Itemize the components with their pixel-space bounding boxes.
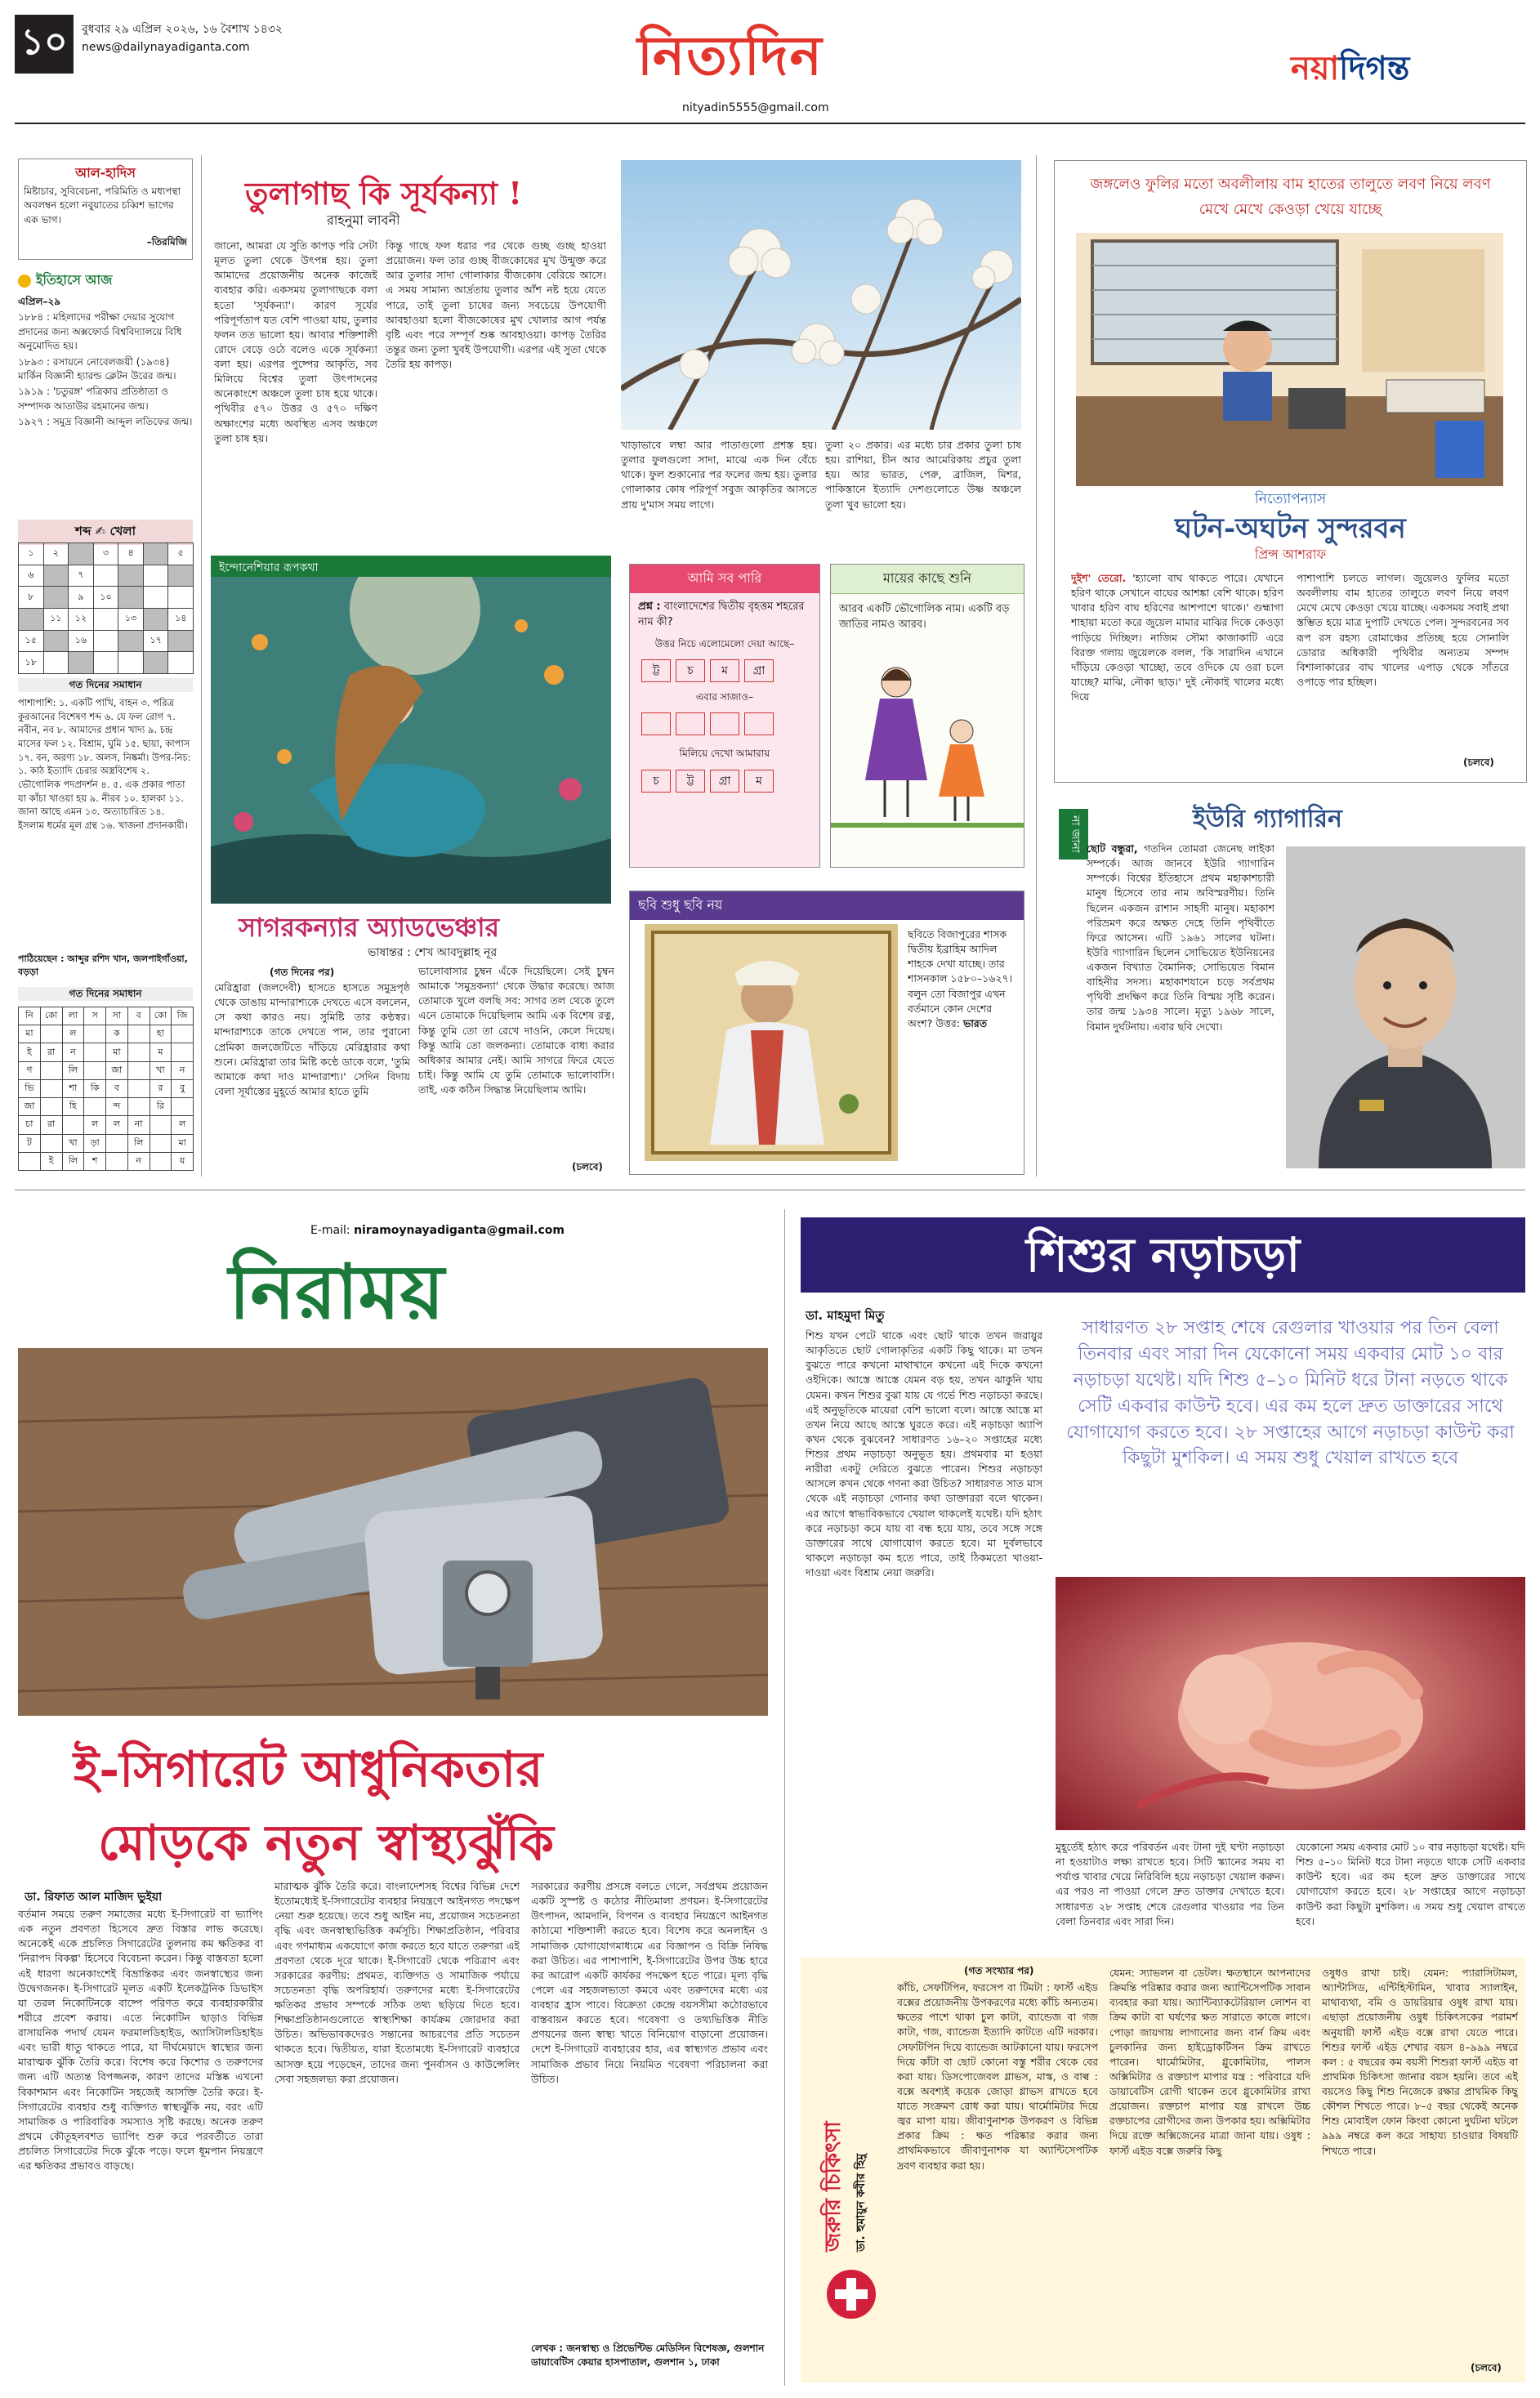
solution-cell xyxy=(106,1135,128,1153)
niramoy-author-note: লেখক : জনস্বাস্থ্য ও প্রিভেন্টিভ মেডিসিন বিশেষজ্ঞ, গুলশান ডায়াবেটিস কেয়ার হাসপাতাল, গুলশান ১, ঢাকা xyxy=(531,2342,765,2369)
crossword-cell[interactable]: ৮ xyxy=(19,587,44,609)
solution-cell: খা xyxy=(63,1135,85,1153)
crossword-cell[interactable]: ৪ xyxy=(118,543,144,565)
solution-cell: য় xyxy=(172,1153,194,1171)
picture-question: ছবিতে বিজাপুরের শাসক দ্বিতীয় ইব্রাহিম আদিল শাহকে দেখা যাচ্ছে। তার শাসনকাল ১৫৮০–১৬২৭। বলুন তো বিজাপুর এখন বর্তমানে কোন দেশের অংশ? উত্তর: xyxy=(908,928,1013,1029)
mermaid-col1: মেরিহ্রারা (জলদেবী) হাসতে হাসতে সমুদ্রপৃষ্ঠ থেকে ডাঙায় মান্দারাশ্যকে দেখতে এসে বললেন, সে কথা কারও নয়। সুমিষ্টি তার কণ্ঠস্বর। মান্দারাশ্যকে তাকে দেখতে পান, তার পুরানো প্রেমিকা জলজেটিতে দাঁড়িয়ে মেরিহ্রারার কথা শুনে। মেরিহ্রারা তার মিষ্টি কণ্ঠে ডাকে বলে, 'তুমি আমাকে কথা দাও মান্দারাশ্য।' সেদিন বিদায় বেলা সূর্যাস্তের মুহূর্তে আমার হাতে তুমি xyxy=(214,981,410,1097)
cotton-col3: খাড়াভাবে লম্বা আর পাতাগুলো প্রশস্ত হয়। তুলার ফুলগুলো সাদা, মাঝে এক দিন বেঁচে থাকে। ফুল শুকানোর পর ফলের জন্ম হয়। তুলার গোলাকার কোষ পরিপূর্ণ সবুজ আকৃতির আসতে প্রায় দু'মাস সময় লাগে। xyxy=(621,439,817,511)
ask-mother-text: আরব একটি ভৌগোলিক নাম। একটি বড় জাতির নামও আরব। xyxy=(839,603,1010,631)
solution-cell: হা xyxy=(150,1025,172,1043)
cotton-author: রাহনুমা লাবনী xyxy=(327,212,400,228)
baby-band: শিশুর নড়াচড়া xyxy=(801,1217,1525,1293)
medical-cross-icon xyxy=(825,2268,877,2320)
crossword-cell xyxy=(144,609,169,631)
novel-continued: (চলবে) xyxy=(1463,757,1494,768)
solution-grid xyxy=(18,1007,194,1171)
solution-cell: মা xyxy=(19,1025,41,1043)
firstaid-prev: (গত সংখ্যার পর) xyxy=(964,1965,1034,1976)
novel-col1 xyxy=(1071,571,1283,774)
cotton-title: তুলাগাছ কি সূর্যকন্যা ! xyxy=(245,175,522,212)
mermaid-icon xyxy=(211,577,611,904)
crossword-cell xyxy=(44,631,69,653)
crossword-cell xyxy=(118,565,144,587)
solution-cell: কো xyxy=(41,1007,63,1025)
baby-body2: মুহূর্তেই হঠাৎ করে পরিবর্তন এবং টানা দুই ঘণ্টা নড়াচড়া না হওয়াটাও লক্ষ্য রাখতে হবে। সিটি স্ক্যানের সময় বা পর্যাপ্ত খাবার খেয়ে নিরিবিলি হয়ে নড়াচড়া খেয়াল করুন। এর পরও না পাওয়া গেলে দ্রুত ডাক্তার দেখাতে হবে। সাধারণত ২৮ সপ্তাহ শেষে রেগুলার খাওয়ার পর তিন বেলা তিনবার এবং সারা দিন। xyxy=(1056,1841,1284,1927)
solution-cell: গ xyxy=(19,1062,41,1080)
solution-cell: হি xyxy=(63,1098,85,1116)
niramoy-col2: মারাত্মক ঝুঁকি তৈরি করে। বাংলাদেশসহ বিশ্বের বিভিন্ন দেশে ইতোমধ্যেই ই-সিগারেটের ব্যবহার নিয়ন্ত্রণে আইনগত পদক্ষেপ নেয়া শুরু হয়েছে। তবে শুধু আইন নয়, প্রয়োজন সচেতনতা বৃদ্ধি এবং জনস্বাস্থ্যভিত্তিক কর্মসূচি। শিক্ষাপ্রতিষ্ঠান, পরিবার এবং গণমাধ্যম একযোগে কাজ করতে হবে যাতে তরুণরা এই প্রবণতা থেকে দূরে থাকে। ই-সিগারেট থেকে পরিত্রাণ এবং সরকারের করণীয়: প্রথমত, ব্যক্তিগত ও সামাজিক পর্যায়ে সচেতনতা বৃদ্ধি অপরিহার্য। তরুণদের মধ্যে ই-সিগারেটের ক্ষতিকর প্রভাব সম্পর্কে সঠিক তথ্য ছড়িয়ে দিতে হবে। শিক্ষাপ্রতিষ্ঠানগুলোতে স্বাস্থ্যশিক্ষা কার্যক্রম জোরদার করা উচিত। অভিভাবকদেরও সন্তানের আচরণের প্রতি সচেতন থাকতে হবে। দ্বিতীয়ত, যারা ইতোমধ্যে ই-সিগারেট ব্যবহারে আসক্ত হয়ে পড়েছেন, তাদের জন্য পুনর্বাসন ও কাউন্সেলিং সেবা সহজলভ্য করা প্রয়োজন। xyxy=(275,1880,520,2085)
crossword-cell[interactable]: ২ xyxy=(44,543,69,565)
solution-cell: শা xyxy=(63,1080,85,1098)
solution-cell: রা xyxy=(41,1043,63,1061)
cotton-col2: কিন্তু গাছে ফল ধরার পর থেকে গুচ্ছ গুচ্ছ হাওয়া প্রয়োজন। ফল তার গুচ্ছ বীজকোষের মুখ উন্মুক্ত করে আর তুলার সাদা গোলাকার বীজকোষ বেরিয়ে আসে। এ সময় সামান্য আর্দ্রতায় তুলার আঁশ নষ্ট হয়ে যেতে পারে, তাই তুলা চাষের জন্য সবচেয়ে উপযোগী আবহাওয়া হলো বীজকোষের মুখ খোলার আগ পর্যন্ত বৃষ্টি এবং পরে সম্পূর্ণ শুষ্ক আবহাওয়া। কাপড় তৈরির তন্তুর জন্য তুলা খুবই উপযোগী। এরপর এই সুতা থেকে তৈরি হয় কাপড়। xyxy=(386,239,606,370)
quiz-answer-letter: গ্রা xyxy=(710,770,739,793)
astronaut-portrait-icon xyxy=(1286,846,1525,1168)
gagarin-greeting: ছোট বন্ধুরা, xyxy=(1087,842,1138,855)
hadith-title: আল-হাদিস xyxy=(75,165,136,181)
solution-cell: ড়া xyxy=(84,1135,106,1153)
gagarin-text xyxy=(1087,842,1274,1168)
crossword-cell[interactable] xyxy=(168,587,194,609)
solution-cell xyxy=(150,1116,172,1134)
crossword-cell xyxy=(69,652,94,674)
picture-header: ছবি শুধু ছবি নয় xyxy=(630,891,1024,920)
baby-body: শিশু যখন পেটে থাকে এবং ছোট থাকে তখন জরায়ুর আকৃতিতে ছোট গোলাকৃতির একটি কিছু থাকে। মা তখন বুঝতে পারে কখনো মাথাখানে কখনো এই দিকে কখনো ওইদিকে। আস্তে আস্তে যেমন বড় হয়, তখন ঝাকুনি খায় যেমন। কখন শিশুর বুঝা যায় যে গর্ভে শিশু নড়াচড়া করছে। এই অনুভূতিকে মায়েরা বেশি ভালো বলে। আস্তে আস্তে মা তখন নিয়ে আছে আস্তে ঘুরতে করে। এই নড়াচড়া অ্যাপি কখন থেকে বুঝবেন? সাধারণত ১৬–২০ সপ্তাহের মধ্যে শিশুর প্রথম নড়াচড়া অনুভূত হয়। প্রথমবার মা হওয়া নারীরা একটু দেরিতে বুঝতে পারেন। শিশুর নড়াচড়া আসলে কখন থেকে গণনা করা উচিত? সাধারণত সাত মাস থেকে এই নড়াচড়া গোনার কথা ডাক্তাররা বলে থাকেন। এর আগে স্বাভাবিকভাবে খেয়াল থাকলেই যথেষ্ট। যদি হঠাৎ করে নড়াচড়া কমে যায় বা বন্ধ হয়ে যায়, তবে সঙ্গে সঙ্গে ডাক্তারের সাথে যোগাযোগ করতে হবে। মা দুর্বলভাবে থাকলে নড়াচড়া কম হতে পারে, তাই ঠিকমতো খাওয়া-দাওয়া এবং বিশ্রাম নেয়া জরুরি। xyxy=(806,1329,1042,1579)
crossword-title xyxy=(18,520,193,545)
solution-cell xyxy=(150,1153,172,1171)
header-rule xyxy=(15,123,1525,124)
vape-photo xyxy=(18,1348,768,1716)
crossword-cell[interactable]: ৯ xyxy=(69,587,94,609)
firstaid-continued: (চলবে) xyxy=(1471,2362,1502,2373)
quiz-hint2: এবার সাজাও– xyxy=(695,691,754,703)
quiz-answer-letter: ট্ট xyxy=(676,770,705,793)
section-masthead: নিত্যদিন xyxy=(637,24,824,87)
history-date: এপ্রিল–২৯ xyxy=(18,296,61,307)
solution-cell: ন xyxy=(63,1043,85,1061)
solution-cell xyxy=(84,1043,106,1061)
cotton-col4: তুলা ২০ প্রকার। এর মধ্যে চার প্রকার তুলা চাষ হয়। রাশিয়া, চীন আর আমেরিকায় প্রচুর তুলা হয়। আর ভারত, পেরু, ব্রাজিল, মিশর, পাকিস্তানে ইত্যাদি দেশগুলোতে উষ্ণ অঞ্চলে তুলা খুব ভালো হয়। xyxy=(825,439,1021,511)
quiz-answer-letter: ম xyxy=(744,770,774,793)
solution-cell: লি xyxy=(63,1153,85,1171)
novel-caption: জঙ্গলেও ফুলির মতো অবলীলায় বাম হাতের তালুতে লবণ নিয়ে লবণ মেখে মেখে কেওড়া খেয়ে যাচ্ছে xyxy=(1090,176,1491,218)
crossword-cell xyxy=(69,543,94,565)
column-divider xyxy=(1036,155,1037,1177)
crossword-cell[interactable]: ৩ xyxy=(94,543,119,565)
solution-cell xyxy=(41,1062,63,1080)
solution-cell: বু xyxy=(172,1080,194,1098)
solution-cell: জা xyxy=(19,1098,41,1116)
mermaid-illustration xyxy=(211,577,611,904)
crossword-cell[interactable] xyxy=(44,652,69,674)
solution-cell: শ xyxy=(84,1153,106,1171)
novel-chapter: দুইশ' তেরো. xyxy=(1071,572,1127,584)
firstaid-side-title: জরুরি চিকিৎসা xyxy=(821,2121,846,2252)
brand-part-b: দিগন্ত xyxy=(1339,49,1410,87)
crossword-cell xyxy=(144,543,169,565)
niramoy-col3: সরকারের করণীয় প্রসঙ্গে বলতে গেলে, সর্বপ্রথম প্রয়োজন একটি সুস্পষ্ট ও কঠোর নীতিমালা প্রণয়ন। ই-সিগারেটের উৎপাদন, আমদানি, বিপণন ও ব্যবহার নিয়ন্ত্রণে আইনগত কাঠামো শক্তিশালী করতে হবে। বিশেষ করে অনলাইন ও সামাজিক যোগাযোগমাধ্যমে এর বিজ্ঞাপন ও বিক্রি নিষিদ্ধ করা উচিত। এর পাশাপাশি, ই-সিগারেটের উপর উচ্চ হারে কর আরোপ একটি কার্যকর পদক্ষেপ হতে পারে। মূল্য বৃদ্ধি পেলে এর সহজলভ্যতা কমবে এবং তরুণদের মধ্যে এর ব্যবহার হ্রাস পাবে। বিক্রেতা কেন্দ্রে বয়সসীমা কঠোরভাবে বাস্তবায়ন করতে হবে। গবেষণা ও তথ্যভিত্তিক নীতি প্রণয়নের জন্য স্বাস্থ্য খাতে বিনিয়োগ বাড়ানো প্রয়োজন। দেশে ই-সিগারেট ব্যবহারের হার, এর স্বাস্থ্যগত প্রভাব এবং সামাজিক প্রভাব নিয়ে নিয়মিত গবেষণা পরিচালনা করা উচিত। xyxy=(531,1880,768,2085)
history-item: ১৯২৭ : সমুদ্র বিজ্ঞানী আব্দুল লতিফের জন্ম। xyxy=(18,416,193,428)
novel-label: নিত্যোপন্যাস xyxy=(1254,491,1327,507)
crossword-cell[interactable]: ১৭ xyxy=(144,631,169,653)
solution-label: গত দিনের সমাধান xyxy=(18,678,193,692)
solution-cell xyxy=(150,1135,172,1153)
solution-cell: জা xyxy=(106,1062,128,1080)
quiz-question-label: প্রশ্ন : xyxy=(638,601,661,613)
solution-cell xyxy=(106,1153,128,1171)
quiz-letter: ম xyxy=(710,659,739,682)
solution-cell: লি xyxy=(128,1135,150,1153)
solution-cell: ই xyxy=(19,1043,41,1061)
crossword-cell xyxy=(168,565,194,587)
quiz-blank[interactable] xyxy=(710,712,739,735)
cotton-photo xyxy=(621,160,1021,430)
niramoy-headline-1: ই-সিগারেট আধুনিকতার xyxy=(74,1741,543,1798)
quiz-letter: ট্ট xyxy=(641,659,671,682)
crossword-cell[interactable] xyxy=(144,587,169,609)
novel-col2: পাশাপাশি চলতে লাগল। জুয়েলও ফুলির মতো অবলীলায় বাম হাতের তালুতে লবণ নিয়ে লবণ মেখে মেখে কেওড়া খেয়ে যাচ্ছে। একসময় সবাই প্রথা স্তম্ভিত হয়ে মাত্র দুপাটি দেখতে পেল। সুন্দরবনের সব রূপ রস রহস্য রোমাঞ্চের প্রতিচ্ছ হয়ে সোনালি ডোরার অধিকারী পৃথিবীর অন্যতম সম্পদ বিশালাকারের বাঘ খালের এপাড় থেকে সাঁতরে ওপাড়ে পার হচ্ছিল। xyxy=(1297,572,1509,688)
quiz-letter: চ xyxy=(676,659,705,682)
solution-cell: ন্দ xyxy=(106,1098,128,1116)
history-item: ১৮৯৩ : রসায়নে নোবেলজয়ী (১৯৩৪) মার্কিন বিজ্ঞানী হ্যারল্ড ক্লেটন উরের জন্ম। xyxy=(18,355,176,382)
quiz-blank[interactable] xyxy=(641,712,671,735)
gagarin-photo xyxy=(1286,846,1525,1168)
crossword-cell xyxy=(44,587,69,609)
quiz-hint1: উত্তর নিচে এলোমেলো দেয়া আছে– xyxy=(654,637,795,650)
solution-cell: ব xyxy=(106,1080,128,1098)
crossword-cell[interactable]: ৬ xyxy=(19,565,44,587)
quiz-letter: গ্রা xyxy=(744,659,774,682)
crossword-cell[interactable]: ৫ xyxy=(168,543,194,565)
quiz-answer-letter: চ xyxy=(641,770,671,793)
solution-cell: কো xyxy=(150,1007,172,1025)
niramoy-col1: বর্তমান সময়ে তরুণ সমাজের মধ্যে ই-সিগারেট বা ভ্যাপিং এক নতুন প্রবণতা হিসেবে দ্রুত বিস্তার লাভ করেছে। অনেকেই একে প্রচলিত সিগারেটের তুলনায় কম ক্ষতিকর বা 'নিরাপদ বিকল্প' হিসেবে বিবেচনা করেন। কিন্তু বাস্তবতা হলো এই ধারণা অনেকাংশেই বিভ্রান্তিকর এবং জনস্বাস্থ্যের জন্য উদ্বেগজনক। ই-সিগারেট মূলত একটি ইলেকট্রনিক ডিভাইস যা তরল নিকোটিনকে বাষ্পে পরিণত করে ব্যবহারকারীর শরীরে প্রবেশ করায়। এতে নিকোটিন ছাড়াও বিভিন্ন রাসায়নিক পদার্থ যেমন ফরমালডিহাইড, অ্যাসিটালডিহাইড এবং ভারী ধাতু থাকতে পারে, যা দীর্ঘমেয়াদে স্বাস্থ্যের জন্য মারাত্মক ঝুঁকি তৈরি করে। বিশেষ করে কিশোর ও তরুণদের জন্য এটি অত্যন্ত বিপজ্জনক, কারণ তাদের মস্তিষ্ক এখনো বিকাশমান এবং নিকোটিন সহজেই আসক্তি তৈরি করে। ই-সিগারেটের ব্যবহার শুধু ব্যক্তিগত স্বাস্থ্যঝুঁকি নয়, বরং এটি সামাজিক ও পারিবারিক সমস্যাও সৃষ্টি করছে। অনেক তরুণ প্রথমে কৌতূহলবশত ভ্যাপিং শুরু করে পরবর্তীতে তারা প্রচলিত সিগারেটের দিকে ঝুঁকে পড়ে। ফলে ধূমপান নিয়ন্ত্রণে এর ক্ষতিকর প্রভাবও বাড়ছে। xyxy=(18,1908,263,2172)
solution-cell: ক xyxy=(106,1025,128,1043)
solution-cell: ন xyxy=(128,1153,150,1171)
novel-col1-text: 'হ্যালো বাঘ থাকতে পারে। যেখানে হরিণ থাকে সেখানে বাঘের আশঙ্কা বেশি থাকে। হরিণ খাবার হরিণ বাঘ হরিণের আশপাশে থাকে।' গুহ্মাগা শাহায়া মতো করে জুয়েল মামার মাঝির দিকে কেওড়া পাড়িয়ে দিচ্ছিল। নাজিম সৌমা কাজাকাটি এরে বিরক্ত গলায় জুয়েলকে বলল, 'কি সারাদিন এখানে দাঁড়িয়ে কেওড়া খাচ্ছো, তবে ওদিকে যে ওরা চলে যাচ্ছে? মাঝি, নৌকা ছাড়।' দুই নৌকাই খালের মধ্যে দিয়ে xyxy=(1071,572,1283,703)
solution-cell: সা xyxy=(106,1007,128,1025)
solution-cell: জি xyxy=(172,1007,194,1025)
solution-cell xyxy=(41,1080,63,1098)
solution-cell: মা xyxy=(172,1135,194,1153)
niramoy-author: ডা. রিফাত আল মাজিদ ভুইয়া xyxy=(25,1891,163,1904)
quiz-answer xyxy=(630,761,819,801)
quiz-blank[interactable] xyxy=(744,712,774,735)
picture-box xyxy=(629,891,1024,1175)
solution-cell: ম xyxy=(150,1043,172,1061)
solution-cell xyxy=(41,1135,63,1153)
crossword-cell[interactable] xyxy=(94,609,119,631)
section-email[interactable]: nityadin5555@gmail.com xyxy=(682,101,829,114)
crossword-title-text: শব্দ ✍ খেলা xyxy=(75,524,136,538)
history-item: ১৮৮৪ : মহিলাদের পরীক্ষা দেয়ার সুযোগ প্রদানের জন্য অক্সফোর্ড বিশ্ববিদ্যালয়ে বিধি অনুমোদিত হয়। xyxy=(18,311,182,352)
quiz-jumbled xyxy=(630,651,819,690)
solution-cell xyxy=(172,1098,194,1116)
solution-cell xyxy=(41,1098,63,1116)
solution-cell: রি xyxy=(150,1098,172,1116)
cotton-col1: জানো, আমরা যে সুতি কাপড় পরি সেটা মূলত তুলা থেকে উৎপন্ন হয়। তুলা আমাদের প্রয়োজনীয় অনেক কাজেই ব্যবহার করি। একসময় তুলাগাছকে বলা হতো 'সূর্যকন্যা'। কারণ সূর্যের পরিপূর্ণতাপ যত বেশি পাওয়া যায়, তুলার ফলন তত ভালো হয়। আবার শক্তিশালী রোদে বেড়ে ওঠে বলেও একে সূর্যকন্যা বলা হয়। এরপর পুষ্পের আকৃতি, সব মিলিয়ে বিশ্বের তুলা উৎপাদনের অনেকাংশে অঞ্চলে তুলা চাষ হয়ে থাকে। পৃথিবীর ৫৭০ উত্তর ও ৫৭০ দক্ষিণ অক্ষাংশের মধ্যে অবস্থিত এসব অঞ্চলে তুলা চাষ হয়। xyxy=(214,239,377,444)
crossword-cell[interactable] xyxy=(94,652,119,674)
crossword-grid[interactable] xyxy=(18,543,194,674)
solution-cell: ই xyxy=(41,1153,63,1171)
niramoy-email-address[interactable]: niramoynayadiganta@gmail.com xyxy=(354,1224,565,1237)
history-icon xyxy=(18,275,31,288)
mermaid-continued: (চলবে) xyxy=(572,1161,603,1172)
history-item: ১৯১৯ : 'চতুরঙ্গ' পত্রিকার প্রতিষ্ঠাতা ও সম্পাদক আতাউর রহমানের জন্ম। xyxy=(18,386,168,412)
mother-child-illustration xyxy=(831,641,1024,837)
quiz-hint3: মিলিয়ে দেখো আমারায় xyxy=(679,748,770,760)
crossword-clues: পাশাপাশি: ১. একটি পাখি, বাহন ৩. পরিত্র কুরআনের বিশেষণ শব্দ ৬. যে ফল রোগ ৭. নবীন, নব ৮. আমাদের প্রধান খাদ্য ৯. চন্দ্র মাসের ফল ১২. বিশ্রাম, ঘুমি ১৫. ছায়া, কাপাস ১৭. বন, অরণ্য ১৮. অলস, নিষ্কর্মা। উপর-নিচ: ১. কাঠ ইত্যাদি চেরার অস্ত্রবিশেষ ২. ভৌগোলিক পদপ্রদর্শন ৪. ৫. এক প্রকার পাতা যা কাঁচা খাওয়া হয় ৯. নীরব ১০. হালকা ১১. জানা আছে এমন ১৩. অত্যাচারিত ১৪. ইসলাম ধর্মের মূল গ্রন্থ ১৬. খাজনা প্রদানকারী। xyxy=(18,697,191,832)
fetus-illustration xyxy=(1056,1577,1525,1830)
solution-cell: ল xyxy=(63,1025,85,1043)
solution-cell: ব xyxy=(128,1007,150,1025)
hadith-box xyxy=(18,159,193,260)
gagarin-side-label: না জানা xyxy=(1059,809,1088,860)
brand-part-a: নয়া xyxy=(1291,49,1340,87)
solution-cell: ট xyxy=(19,1135,41,1153)
solution-cell xyxy=(172,1043,194,1061)
bottom-divider xyxy=(784,1209,785,2386)
history-title: ইতিহাসে আজ xyxy=(36,272,113,288)
crossword-cell[interactable]: ১৩ xyxy=(118,609,144,631)
solution-cell xyxy=(128,1043,150,1061)
mermaid-prev: (গত দিনের পর) xyxy=(270,967,335,978)
baby-body3: যেকোনো সময় একবার মোট ১০ বার নড়াচড়া যথেষ্ট। যদি শিশু ৫–১০ মিনিট ধরে টানা নড়তে থাকে সেটি একবার কাউন্ট হবে। এর কম হলে দ্রুত ডাক্তারের সাথে যোগাযোগ করতে হবে। ২৮ সপ্তাহের আগে নড়াচড়া কাউন্ট করা কিছুটা মুশকিল। এ সময় শুধু খেয়াল রাখতে হবে। xyxy=(1296,1841,1525,1927)
quiz-header: আমি সব পারি xyxy=(630,565,819,593)
solution-cell: চা xyxy=(19,1116,41,1134)
crossword-cell[interactable] xyxy=(144,565,169,587)
crossword-cell[interactable]: ১ xyxy=(19,543,44,565)
gagarin-title: ইউরি গ্যাগারিন xyxy=(1193,805,1342,833)
solution-cell: কি xyxy=(84,1080,106,1098)
solution-cell: র xyxy=(150,1080,172,1098)
page-number: ১০ xyxy=(15,15,74,74)
quiz-question-block xyxy=(630,593,819,637)
crossword-cell[interactable]: ১১ xyxy=(44,609,69,631)
solution-cell: মা xyxy=(106,1043,128,1061)
solution-cell xyxy=(84,1098,106,1116)
gagarin-body: গতদিন তোমরা জেনেছ লাইকা সম্পর্কে। আজ জানবে ইউরি গ্যাগারিন সম্পর্কে। বিশ্বের ইতিহাসে প্রথম মহাকাশচারী মানুষ হিসেবে তার নাম অবিস্মরণীয়। তিনি ছিলেন একজন রাশান সাহসী মানুষ। মহাকাশ পরিভ্রমণ করে অক্ষত দেহে তিনি পৃথিবীতে ফিরে আসেন। এটি ১৯৬১ সালের ঘটনা। ইউরি গ্যাগারিন ছিলেন সোভিয়েত ইউনিয়নের একজন বিখ্যাত বৈমানিক; সোভিয়েত বিমান বাহিনীর সদস্য। মহাকাশযানে চড়ে সর্বপ্রথম পৃথিবী প্রদক্ষিণ করে তিনি বিস্ময় সৃষ্টি করেন। তার জন্ম ১৯৩৪ সালে। মৃত্যু ১৯৬৮ সালে, বিমান দুর্ঘটনায়। এবার ছবি দেখো। xyxy=(1087,842,1274,1033)
crossword-cell[interactable] xyxy=(118,652,144,674)
novel-title: ঘটন-অঘটন সুন্দরবন xyxy=(1175,512,1406,545)
cotton-plant-illustration xyxy=(621,160,1021,430)
crossword-cell[interactable]: ১২ xyxy=(69,609,94,631)
crossword-cell[interactable]: ১৬ xyxy=(69,631,94,653)
solution-cell: না xyxy=(128,1116,150,1134)
website[interactable]: news@dailynayadiganta.com xyxy=(82,41,250,54)
solution-cell: নি xyxy=(19,1007,41,1025)
solution-cell: ন xyxy=(172,1062,194,1080)
portrait-icon xyxy=(645,924,898,1161)
ask-mother-box xyxy=(830,564,1024,868)
crossword-cell[interactable]: ১০ xyxy=(94,587,119,609)
crossword-cell xyxy=(19,609,44,631)
ruler-portrait xyxy=(645,924,898,1161)
crossword-cell[interactable] xyxy=(94,565,119,587)
quiz-blank-row[interactable] xyxy=(630,704,819,747)
mermaid-tag: ইন্দোনেশিয়ার রূপকথা xyxy=(211,556,611,580)
hadith-text: মিষ্টাচার, সুবিবেচনা, পরিমিতি ও মধ্যপন্থা অবলম্বন হলো নবুয়াতের চব্বিশ ভাগের এক ভাগ। xyxy=(24,185,181,226)
solution-cell xyxy=(63,1116,85,1134)
niramoy-email-label: E-mail: xyxy=(310,1224,350,1237)
solution-cell xyxy=(128,1080,150,1098)
firstaid-col1: কাঁচি, সেফটিপিন, ফরসেপ বা টিমটা : ফার্স্ট এইড বক্সের প্রয়োজনীয় উপকরণের মধ্যে কাঁচি অন্যতম। ক্ষতের পাশে থাকা চুল কাটা, ব্যান্ডেজ বা গজ কাটা, গজ, ব্যান্ডেজ ইত্যাদি কাটতে এটি দরকার। সেফটিপিন দিয়ে ব্যান্ডেজ আটকানো যায়। ফরসেপ দিয়ে কাঁটা বা ছোট কোনো বস্তু শরীর থেকে বের করা যায়। ডিসপোজেবল গ্লাভস, মাস্ক, ও বাল্ব : বক্সে অবশ্যই কয়েক জোড়া গ্লাভস রাখতে হবে যাতে সংক্রমণ রোধ করা যায়। থার্মোমিটার দিয়ে জ্বর মাপা যায়। জীবাণুনাশক উপকরণ ও বিভিন্ন প্রকার ক্রিম : ক্ষত পরিষ্কার করার জন্য প্রাথমিকভাবে জীবাণুনাশক যা অ্যান্টিসেপটিক দ্রবণ ব্যবহার করা হয়। xyxy=(897,1981,1098,2172)
picture-text xyxy=(908,927,1016,1164)
solution-cell: ভি xyxy=(19,1080,41,1098)
crossword-cell[interactable]: ১৫ xyxy=(19,631,44,653)
crossword-cell xyxy=(144,652,169,674)
dateline: বুধবার ২৯ এপ্রিল ২০২৬, ১৬ বৈশাখ ১৪৩২ xyxy=(82,23,283,36)
history-box xyxy=(18,270,193,515)
crossword-cell xyxy=(118,587,144,609)
office-scene-icon xyxy=(1076,233,1503,486)
solution-cell xyxy=(19,1153,41,1171)
hadith-source: –তিরমিজি xyxy=(146,236,187,248)
solution-cell xyxy=(128,1098,150,1116)
crossword-contributor: পাঠিয়েছেন : আব্দুর রশিদ খান, জলপাইগাঁওয়া, বড়ড়া xyxy=(18,953,188,977)
mermaid-translator: ভাষান্তর : শেখ আবদুল্লাহ নূর xyxy=(368,946,498,959)
firstaid-col2: যেমন: স্যাভলন বা ডেটল। ক্ষতস্থানে আপনাদের ক্রিমন্তি পরিষ্কার করার জন্য অ্যান্টিসেপটিক সাবান ব্যবহার করা যায়। অ্যান্টিব্যাকটেরিয়াল লোশন বা ক্রিম কাটা বা ঘর্ষণের ক্ষত সারাতে কাজে লাগে। পোড়া জায়গায় লাগানোর জন্য বার্ন ক্রিম এবং চুলকানির জন্য হাইড্রোকর্টিসন ক্রিম রাখতে পারেন। থার্মোমিটার, গ্লুকোমিটার, পালস অক্সিমিটার ও রক্তচাপ মাপার যন্ত্র : পরিবারে যদি ডায়াবেটিস রোগী থাকেন তবে গ্লুকোমিটার রাখা প্রয়োজন। রক্তচাপ মাপার যন্ত্র রাখলে উচ্চ রক্তচাপের রোগীদের জন্য উপকার হয়। অক্সিমিটার দিয়ে রক্তে অক্সিজেনের মাত্রা জানা যায়। ওষুধ : ফার্স্ট এইড বক্সে জরুরি কিছু xyxy=(1109,1967,1310,2157)
niramoy-headline-2: মোড়কে নতুন স্বাস্থ্যঝুঁকি xyxy=(98,1815,554,1872)
solution-cell xyxy=(172,1025,194,1043)
crossword-cell xyxy=(118,631,144,653)
crossword-cell xyxy=(168,631,194,653)
solution-label-2: গত দিনের সমাধান xyxy=(18,987,193,1001)
solution-cell xyxy=(128,1025,150,1043)
newspaper-logo xyxy=(1291,42,1409,97)
novel-illustration xyxy=(1076,233,1503,486)
firstaid-box xyxy=(801,1958,1525,2382)
crossword-cell[interactable]: ১৮ xyxy=(19,652,44,674)
solution-cell: ল xyxy=(106,1116,128,1134)
firstaid-col3: ওষুধও রাখা চাই। যেমন: প্যারাসিটামল, অ্যান্টাসিড, এন্টিহিস্টামিন, খাবার স্যালাইন, মাথাব্যথা, বমি ও ডায়রিয়ার ওষুধ রাখা যায়। এছাড়া প্রয়োজনীয় ওষুধ চিকিৎসকের পরামর্শ অনুযায়ী ফার্স্ট এইড বক্সে রাখা যেতে পারে। শিশুর ফার্স্ট এইড শেখার বয়স ৪–৯৯৯ নম্বরে কল : ৫ বছরের কম বয়সী শিশুরা ফার্স্ট এইড বা প্রাথমিক চিকিৎসা জানার বয়স হয়নি। তবে এই বয়সেও কিছু শিশু নিজেকে রক্ষার প্রাথমিক কিছু কৌশল শিখতে পারে। ৮–৫ বছর থেকেই অনেক শিশু মোবাইল ফোন কিংবা কোনো দুর্ঘটনা ঘটলে ৯৯৯ নম্বরে কল করে সাহায্য চাওয়ার বিষয়টি শিখতে পারে। xyxy=(1322,1967,1518,2157)
baby-pullquote: সাধারণত ২৮ সপ্তাহ শেষে রেগুলার খাওয়ার পর তিন বেলা তিনবার এবং সারা দিন যেকোনো সময় একবার মোট ১০ বার নড়াচড়া যথেষ্ট। যদি শিশু ৫–১০ মিনিট ধরে টানা নড়তে থাকে সেটি একবার কাউন্ট হবে। এর কম হলে দ্রুত ডাক্তারের সাথে যোগাযোগ করতে হবে। ২৮ সপ্তাহের আগে নড়াচড়া কাউন্ট করা কিছুটা মুশকিল। এ সময় শুধু খেয়াল রাখতে হবে xyxy=(1066,1318,1515,1469)
baby-author: ডা. মাহমুদা মিতু xyxy=(806,1308,885,1323)
ask-mother-header: মায়ের কাছে শুনি xyxy=(831,565,1024,594)
novel-author: প্রিন্স আশরাফ xyxy=(1254,547,1327,562)
red-cross-icon xyxy=(825,2268,877,2320)
solution-cell xyxy=(128,1062,150,1080)
crossword-cell[interactable] xyxy=(94,631,119,653)
solution-cell xyxy=(84,1025,106,1043)
picture-answer: ভারত xyxy=(962,1016,988,1029)
solution-cell: স xyxy=(84,1007,106,1025)
solution-cell xyxy=(84,1062,106,1080)
solution-cell: লি xyxy=(63,1062,85,1080)
solution-cell: খা xyxy=(150,1062,172,1080)
crossword-cell xyxy=(44,565,69,587)
quiz-blank[interactable] xyxy=(676,712,705,735)
mermaid-title: সাগরকন্যার অ্যাডভেঞ্চার xyxy=(239,912,500,943)
firstaid-side-author: ডা. হুমায়ুন কবীর হিমু xyxy=(855,2153,868,2252)
niramoy-masthead: নিরাময় xyxy=(229,1248,444,1336)
quiz-box xyxy=(629,564,820,868)
solution-cell xyxy=(41,1025,63,1043)
solution-cell: ল xyxy=(172,1116,194,1134)
e-cigarette-illustration xyxy=(18,1348,768,1716)
solution-cell: লা xyxy=(63,1007,85,1025)
novel-box xyxy=(1054,160,1527,783)
crossword-cell[interactable]: ৭ xyxy=(69,565,94,587)
solution-cell: রা xyxy=(41,1116,63,1134)
quiz-question: বাংলাদেশের দ্বিতীয় বৃহত্তম শহরের নাম কী? xyxy=(638,601,805,628)
mermaid-col2: ভালোবাসার চুম্বন এঁকে দিয়েছিলে। সেই চুম্বন আমাকে 'সমুদ্রকন্যা' থেকে উদ্ধার করেছে। আজ তোমাকে খুলে বলছি সব: সাগর তল থেকে তুলে এনে তোমাকে দিয়েছিলাম আমি এক বিশেষ রত্ন, কিন্তু তুমি তো তা রেখে দাওনি, কেলে দিয়েছ। কিন্তু আমি তো জলকন্যা। তোমাকে বাধ্য করার অধিকার আমার নেই। আমি সাগরে ফিরে যেতে চাই। কিন্তু আমি যে তুমি তোমাকে ভালোবাসি। তাই, এক কঠিন সিদ্ধান্ত নিয়েছিলাম আমি। xyxy=(418,965,614,1096)
baby-photo xyxy=(1056,1577,1525,1830)
sidebar-divider xyxy=(201,155,202,1177)
crossword-cell[interactable]: ১৪ xyxy=(168,609,194,631)
solution-cell: ল xyxy=(84,1116,106,1134)
crossword-cell[interactable] xyxy=(168,652,194,674)
